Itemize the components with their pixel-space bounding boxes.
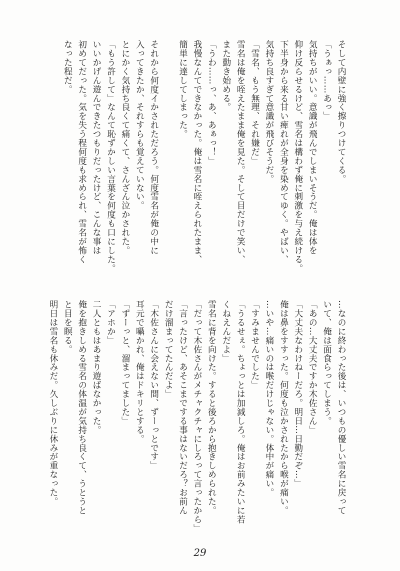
text-line: 「あの…大丈夫ですか木佐さん」 (307, 300, 318, 435)
text-line: 「すみませんでした」 (249, 300, 260, 390)
text-line: いいかげん遊んできたつもりだったけど、こんな事は (91, 40, 102, 255)
text-line: と目を瞑る。 (62, 300, 73, 354)
text-line: 雪名は俺を咥えたまま俺を見た。そして目だけで笑い、 (235, 40, 246, 264)
text-line: それから何度イかされただろう。何度雪名が俺の中に (148, 40, 159, 255)
text-block-lower (47, 300, 348, 538)
page-number: 29 (193, 548, 207, 559)
text-line: 入ってきたか、それすらも覚えていない。 (134, 40, 145, 211)
text-line: 気持ち良すぎて意識が飛びそうだ。 (263, 40, 274, 184)
text-line: 二人ともはあまり遊ばなかった。 (91, 300, 102, 435)
text-line: 「大丈夫なわけねーだろ。明日…日勤だぞ…」 (292, 300, 303, 488)
text-line: 「だって木佐さんがメチャクチャにしろって言ったから」 (191, 300, 202, 533)
text-line: いて、俺は面食らってしまう。 (321, 300, 332, 426)
text-line: とにかく気持ち良くて痛くて、さんざん泣かされた。 (119, 40, 130, 255)
text-line: 「うわ……っ、あ、あぁっ！」 (206, 40, 217, 166)
text-line: 初めてだった。気を失う程何度も求められ、雪名が怖く (76, 40, 87, 264)
text-line: 仰け反らせるけど、雪名は構わず俺に刺激を与え続ける。 (292, 40, 303, 273)
text-line: 耳元で囁かれ、俺はドキリとする。 (134, 300, 145, 444)
text-line: また動き始める。 (220, 40, 231, 112)
text-line: 我慢なんてできなかった。俺は雪名に咥えられたまま、 (191, 40, 202, 264)
text-line: 俺は鼻をすすった。何度も泣かされたから喉が痛い。 (278, 300, 289, 515)
text-line: …いや…痛いのは喉だけじゃない。体中が痛い。 (263, 300, 274, 497)
text-line: くねえんだよ」 (220, 300, 231, 363)
text-line: 「ずーっと、溜まってました」 (119, 300, 130, 426)
text-line (161, 40, 175, 278)
text-line: 「うぁっ……あっ」 (321, 40, 332, 121)
text-line: 「うるせぇ。ちょっとは加減しろ。俺はお前みたいに若 (235, 300, 246, 524)
text-line: 簡単に達してしまった。 (177, 40, 188, 139)
text-line: 俺を抱きしめる雪名の体温が気持ち良くて、うとうと (76, 300, 87, 515)
text-line: そして内壁に強く擦りつけてくる。 (336, 40, 346, 184)
text-line: 「言ったけど、あそこまでする事はないだろ？お前ん (177, 300, 188, 515)
text-line: …なのに終わった後は、いつもの優しい雪名に戻って (336, 300, 346, 515)
text-line: 「木佐さんに会えない間、ずーっとです」 (148, 300, 159, 471)
text-line: 「アホか」 (105, 300, 116, 345)
text-block-upper (58, 40, 348, 278)
text-line: 雪名に背を向けた。すると後ろから抱きしめられた。 (206, 300, 217, 515)
text-line: だけ溜まってたんだよ」 (163, 300, 174, 399)
text-line: 「もう許して」なんて恥ずかしい言葉を何度も口にした。 (105, 40, 116, 273)
text-line: なった程だ。 (62, 40, 73, 94)
text-line: 下半身から来る甘い痺れが全身を染めてゆく。やばい、 (278, 40, 289, 264)
text-line: 「雪名、もう無理、それ嫌だ」 (249, 40, 260, 166)
text-line: 気持ちがいい。意識が飛んでしまいそうだ。俺は体を (307, 40, 318, 255)
text-line: 明日は雪名も休みだ。久しぶりに休みが重なった。 (47, 300, 58, 506)
